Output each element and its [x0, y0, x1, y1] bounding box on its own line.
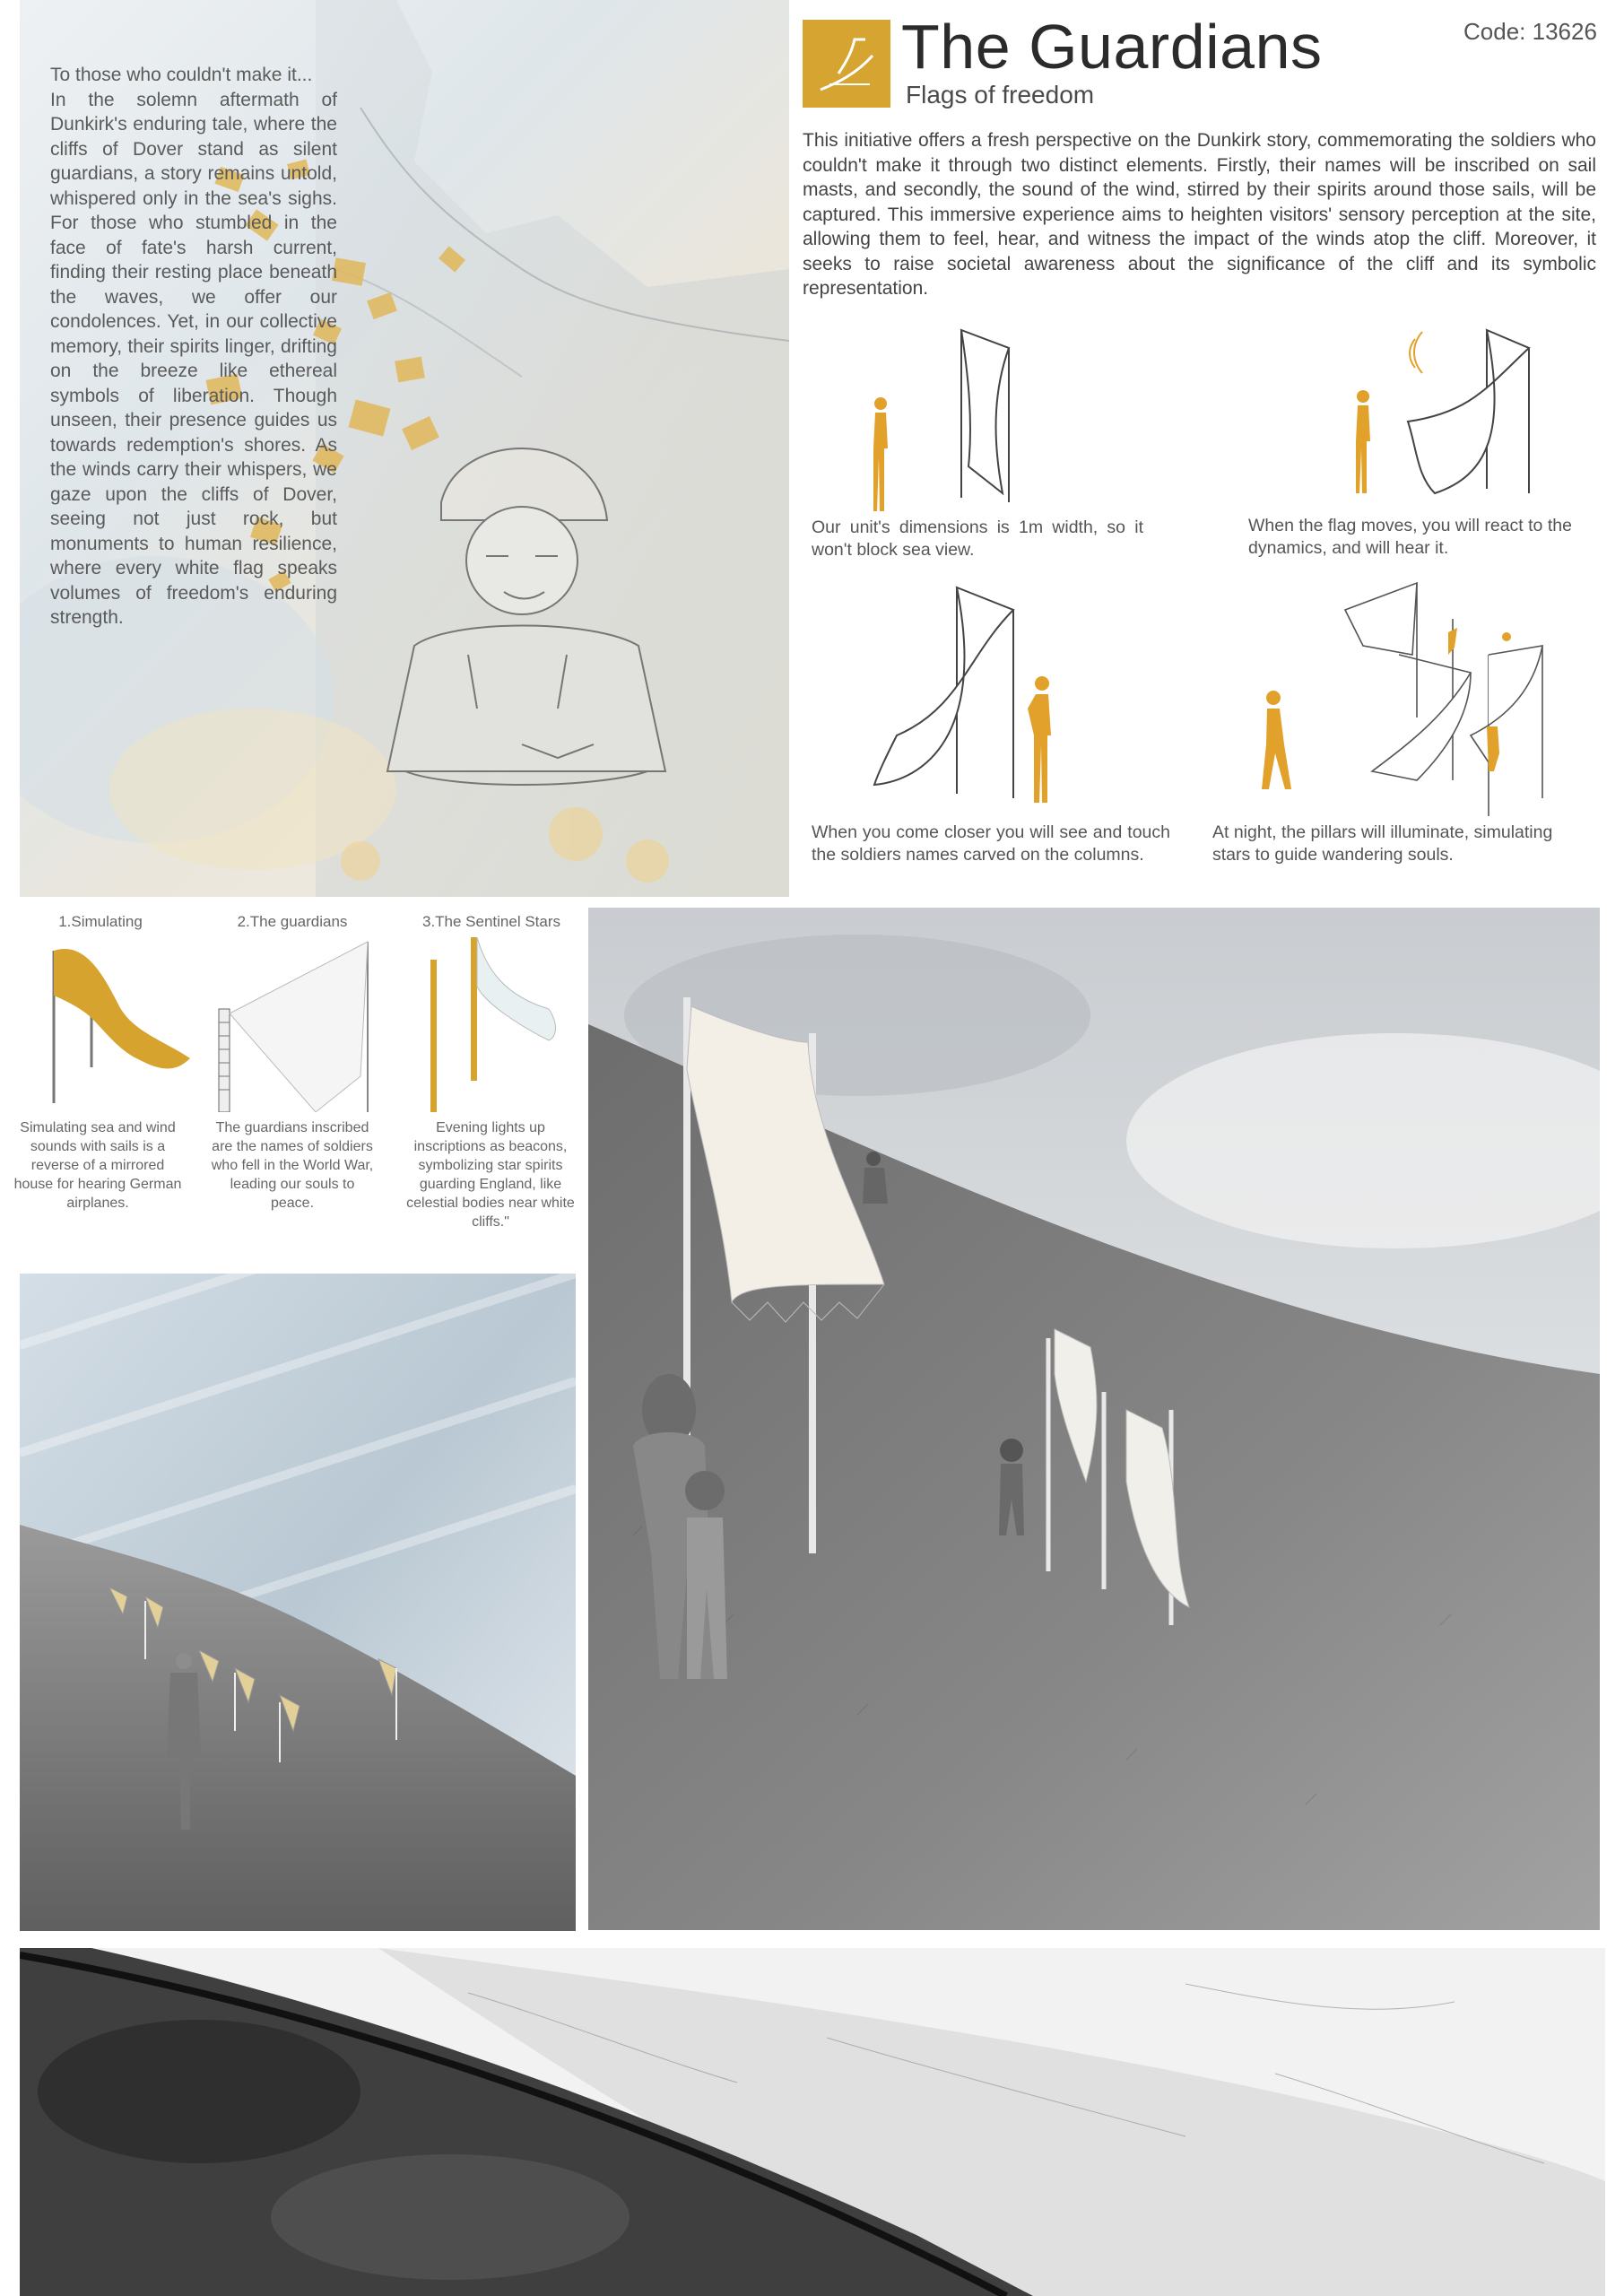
project-code: Code: 13626 [1463, 18, 1597, 45]
interaction-diagrams [789, 314, 1623, 816]
concept-text: Evening lights up inscriptions as beacons, symbolizing star spirits guarding England, like celestial bodies near white cliffs." [406, 1120, 575, 1230]
section-artwork [20, 1948, 1605, 2296]
page-title: The Guardians [901, 12, 1323, 82]
concept-title: 1.Simulating [58, 913, 143, 930]
diagram-4 [1262, 583, 1542, 816]
render-cliff-section [20, 1948, 1605, 2296]
concept-title: 3.The Sentinel Stars [421, 913, 561, 930]
render-hillside-visitor [20, 1274, 576, 1931]
person-icon [873, 397, 888, 511]
render-left-artwork [20, 1274, 576, 1931]
diagram-caption: Our unit's dimensions is 1m width, so it won't block sea view. [812, 517, 1143, 560]
diagram-caption: At night, the pillars will illuminate, simulating stars to guide wandering souls. [1212, 822, 1553, 865]
sound-wave-icon [1410, 332, 1422, 373]
concept-text: Simulating sea and wind sounds with sails is a reverse of a mirrored house for hearing German airplanes. [13, 1120, 182, 1211]
render-main-artwork [588, 908, 1600, 1930]
project-description: This initiative offers a fresh perspective on the Dunkirk story, commemorating the soldiers who couldn't make it through two distinct elements. Firstly, their names will be inscribed on sail masts, and secondly, the sound of the wind, stirred by their spirits around those sails, will be captured. This immersive experience aims to heighten visitors' sensory perception at the site, allowing them to feel, hear, and witness the impact of the winds atop the cliff. Moreover, it seeks to raise societal awareness about the significance of the cliff and its symbolic representation. [803, 130, 1596, 299]
diagram-caption: When you come closer you will see and touch the soldiers names carved on the columns. [812, 822, 1170, 865]
gold-sail-icon [54, 949, 190, 1103]
diagram-1 [873, 330, 1009, 511]
intro-text-block [50, 63, 337, 631]
intro-body: In the solemn aftermath of Dunkirk's enduring tale, where the cliffs of Dover stand as silent guardians, a story remains untold, whispered only in the sea's sighs. For those who stumbled in the face of fate's harsh current, finding their resting place beneath the waves, we offer our condolences. Yet, in our collective memory, their spirits linger, drifting on the breeze like ethereal symbols of liberation. Though unseen, their presence guides us towards redemption's shores. As the winds carry their whispers, we gaze upon the cliffs of Dover, seeing not just rock, but monuments to human resilience, where every white flag speaks volumes of freedom's enduring strength. [50, 89, 337, 628]
concept-title: 2.The guardians [237, 913, 348, 930]
project-logo [803, 20, 890, 108]
concept-text: The guardians inscribed are the names of soldiers who fell in the World War, leading our souls to peace. [211, 1120, 374, 1211]
diagram-2 [1356, 330, 1529, 493]
sail-logo-icon [803, 20, 890, 108]
diagram-3 [874, 587, 1051, 803]
inscribed-column-icon [219, 942, 368, 1112]
illuminated-pillar-icon [430, 937, 556, 1112]
concept-sketches [20, 933, 576, 1112]
person-icon [1356, 390, 1370, 493]
page-subtitle: Flags of freedom [906, 81, 1095, 109]
intro-lead: To those who couldn't make it... [50, 65, 313, 85]
diagram-caption: When the flag moves, you will react to the dynamics, and will hear it. [1248, 516, 1572, 558]
render-main-cliff-scene [588, 908, 1600, 1930]
hero-collage [20, 0, 789, 897]
person-icon [1028, 676, 1051, 803]
